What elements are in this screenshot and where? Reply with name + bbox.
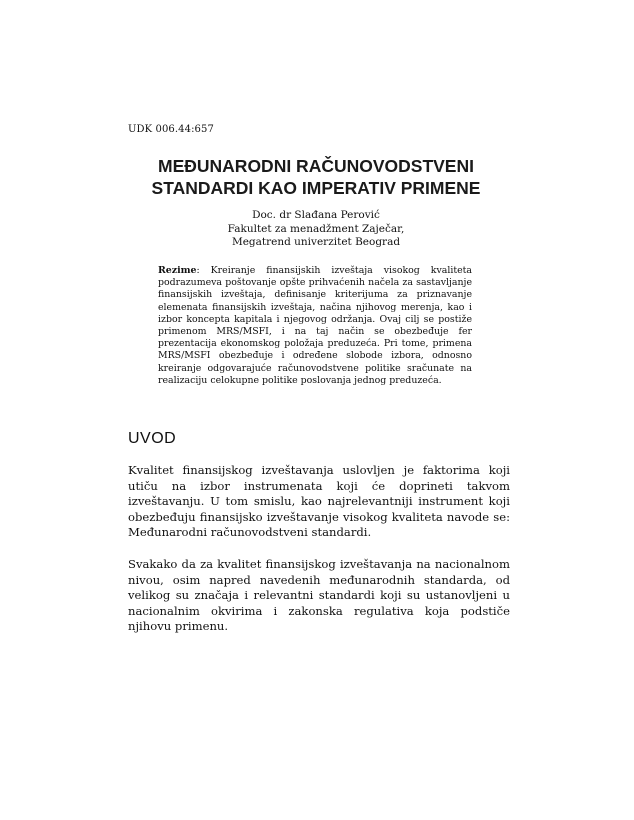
author-name: Doc. dr Slađana Perović: [252, 209, 380, 221]
title-line-1: MEĐUNARODNI RAČUNOVODSTVENI: [158, 156, 474, 176]
title-line-2: STANDARDI KAO IMPERATIV PRIMENE: [151, 178, 481, 198]
author-block: [140, 209, 492, 250]
author-faculty: Fakultet za menadžment Zaječar,: [227, 222, 405, 235]
body-paragraph-1: Kvalitet finansijskog izveštavanja uslovljen je faktorima koji utiču na izbor instrumenata koji će doprineti takvom izveštavanju. U tom smislu, kao najrelevantniji instrument koji obezbeđuju finansijsko izveštavanje visokog kvaliteta navode se: Međunarodni računovodstveni standardi.: [128, 463, 510, 539]
abstract-text: Kreiranje finansijskih izveštaja visokog kvaliteta podrazumeva poštovanje opšte prihvaćenih načela za sastavljanje finansijskih izveštaja, definisanje kriterijuma za priznavanje elemenata finansijskih izveštaja, načina njihovog merenja, kao i izbor koncepta kapitala i njegovog održanja. Ovaj cilj se postiže primenom MRS/MSFI, i na taj način se obezbeđuje fer prezentacija ekonomskog položaja preduzeća. Pri tome, primena MRS/MSFI obezbeđuje i određene slobode izbora, odnosno kreiranje odgovarajuće računovodstvene politike sračunate na realizaciju celokupne politike poslovanja jednog preduzeća.: [158, 265, 473, 386]
abstract-separator: :: [196, 265, 211, 276]
body-paragraph-2: Svakako da za kvalitet finansijskog izveštavanja na nacionalnom nivou, osim napred navedenih međunarodnih standarda, od velikog su značaja i relevantni standardi koji su ustanovljeni u nacionalnim okvirima i zakonska regulativa koja podstiče njihovu primenu.: [128, 557, 510, 633]
udk-classification: UDK 006.44:657: [128, 124, 214, 135]
author-university: Megatrend univerzitet Beograd: [231, 236, 401, 248]
section-heading: UVOD: [128, 430, 177, 447]
paper-title: [110, 155, 522, 199]
abstract-label: Rezime: [158, 265, 197, 276]
abstract: [158, 265, 472, 387]
